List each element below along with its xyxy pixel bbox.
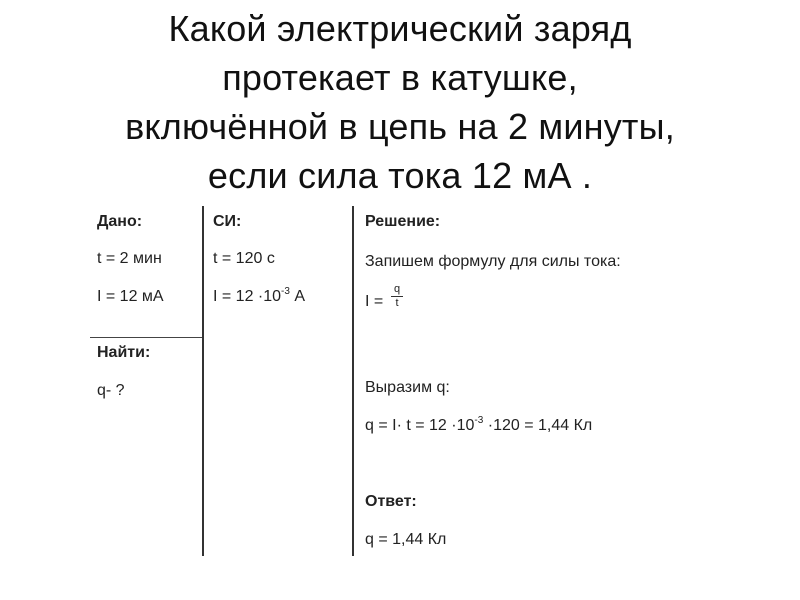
- calculation-base: q = I· t = 12 ·10: [365, 417, 475, 434]
- solution-header: Решение:: [365, 213, 441, 230]
- si-current-base: I = 12 ·10: [213, 288, 282, 305]
- si-current-unit: А: [289, 288, 306, 305]
- divider-given-si: [202, 206, 204, 556]
- given-current: I = 12 мА: [97, 288, 164, 305]
- title-line-4: если сила тока 12 мА .: [207, 155, 593, 196]
- formula-denominator: t: [395, 297, 399, 309]
- calculation: [365, 416, 592, 436]
- formula-numerator: q: [393, 283, 401, 295]
- title-line-1: Какой электрический заряд: [168, 8, 632, 49]
- title-line-3: включённой в цепь на 2 минуты,: [125, 106, 675, 147]
- si-current-exponent: -3: [281, 285, 290, 297]
- given-time: t = 2 мин: [97, 250, 162, 267]
- answer-header: Ответ:: [365, 493, 417, 510]
- divider-given-find: [90, 337, 202, 338]
- given-header: Дано:: [97, 213, 143, 230]
- formula-fraction: [391, 284, 403, 309]
- calculation-exponent: -3: [474, 414, 484, 426]
- answer-value: q = 1,44 Кл: [365, 531, 447, 548]
- formula-intro: Запишем формулу для силы тока:: [365, 253, 621, 270]
- express-step: Выразим q:: [365, 379, 450, 396]
- si-time: t = 120 с: [213, 250, 275, 267]
- si-current: [213, 287, 305, 307]
- find-item: q- ?: [97, 382, 125, 399]
- calculation-result: ·120 = 1,44 Кл: [483, 417, 593, 434]
- formula-lhs: I =: [365, 293, 384, 310]
- find-header: Найти:: [97, 344, 151, 361]
- si-header: СИ:: [213, 213, 242, 230]
- title-line-2: протекает в катушке,: [222, 57, 578, 98]
- divider-si-solution: [352, 206, 354, 556]
